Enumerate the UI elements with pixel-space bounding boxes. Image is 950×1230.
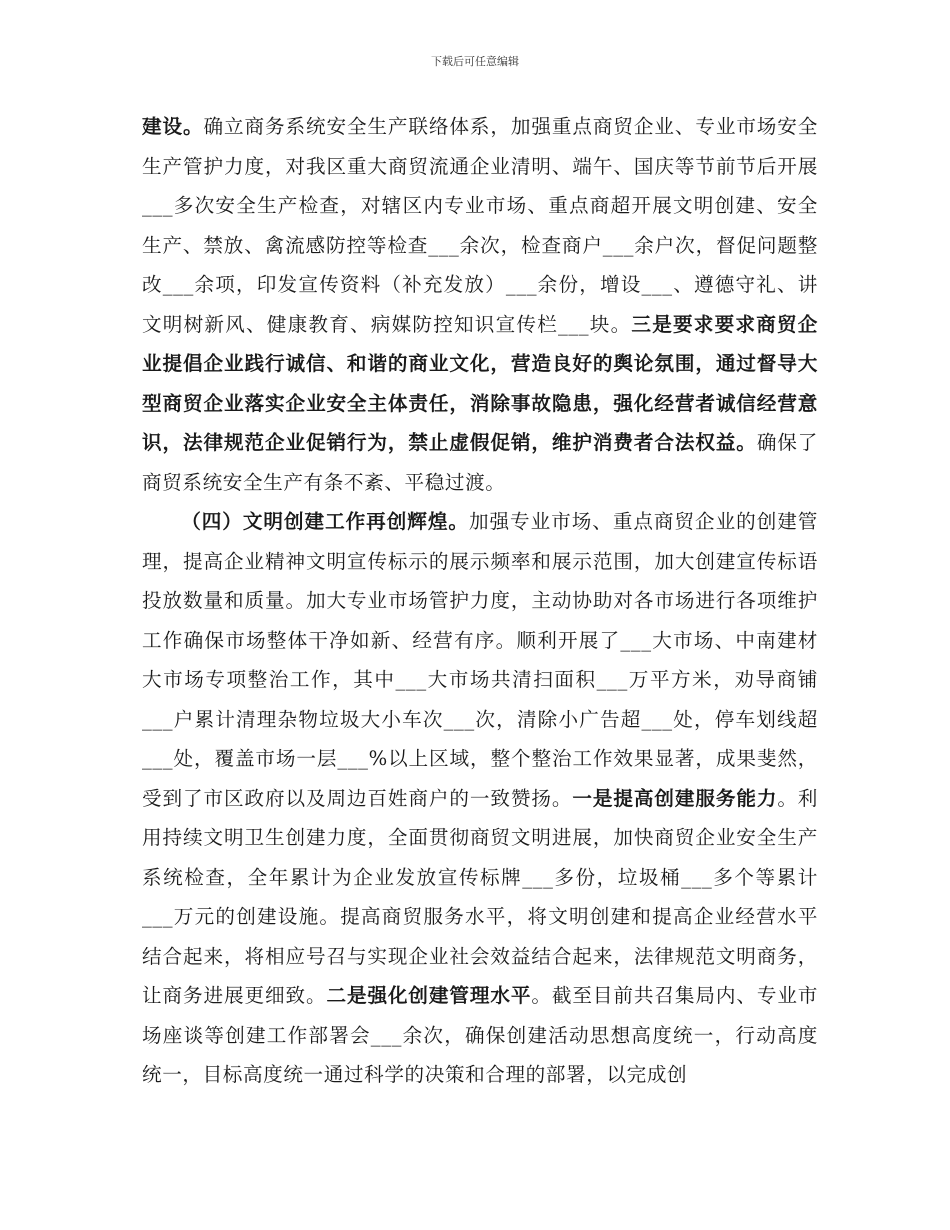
bold-text: 二是强化创建管理水平 — [326, 984, 532, 1007]
header-note: 下载后可任意编辑 — [431, 55, 519, 68]
document-body — [142, 107, 818, 1095]
body-text: 。截至目前共召集局内、专业市场座谈等创建工作部署会___余次，确保创建活动思想高度统一，行动高度统一，目标高度统一通过科学的决策和合理的部署，以完成创 — [142, 984, 819, 1086]
body-text: 。利用持续文明卫生创建力度，全面贯彻商贸文明进展，加快商贸企业安全生产系统检查，全年累计为企业发放宣传标牌___多份，垃圾桶___多个等累计___万元的创建设施。提高商贸服务水平，将文明创建和提高企业经营水平结合起来，将相应号召与实现企业社会效益结合起来，法律规范文明商务，让商务进展更细致。 — [142, 786, 818, 1007]
body-text: 确立商务系统安全生产联络体系，加强重点商贸企业、专业市场安全生产管护力度，对我区重大商贸流通企业清明、端午、国庆等节前节后开展___多次安全生产检查，对辖区内专业市场、重点商超开展文明创建、安全生产、禁放、禽流感防控等检查___余次，检查商户___余户次，督促问题整改___余项，印发宣传资料（补充发放）___余份，增设___、遵德守礼、讲文明树新风、健康教育、病媒防控知识宣传栏___块。 — [142, 115, 818, 336]
bold-text: 一是提高创建服务能力 — [572, 786, 778, 810]
section-heading: （四）文明创建工作再创辉煌。 — [181, 510, 469, 533]
body-text: 加强专业市场、重点商贸企业的创建管理，提高企业精神文明宣传标示的展示频率和展示范围，加大创建宣传标语投放数量和质量。加大专业市场管护力度，主动协助对各市场进行各项维护工作确保市场整体干净如新、经营有序。顺利开展了___大市场、中南建材大市场专项整治工作，其中___大市场共清扫面积___万平方米，劝导商铺___户累计清理杂物垃圾大小车次___次，清除小广告超___处，停车划线超___处，覆盖市场一层___%以上区域，整个整治工作效果显著，成果斐然，受到了市区政府以及周边百姓商户的一致赞扬。 — [142, 510, 819, 810]
bold-text: 三是要求要求商贸企业提倡企业践行诚信、和谐的商业文化，营造良好的舆论氛围，通过督导大型商贸企业落实企业安全主体责任，消除事故隐患，强化经营者诚信经营意识，法律规范企业促销行为，禁止虚假促销，维护消费者合法权益。 — [142, 312, 819, 454]
paragraph-section-four — [142, 502, 818, 1095]
paragraph-continuation — [142, 107, 818, 502]
bold-text: 建设。 — [142, 115, 204, 138]
body-text: 确保了商贸系统安全生产有条不紊、平稳过渡。 — [142, 431, 818, 494]
